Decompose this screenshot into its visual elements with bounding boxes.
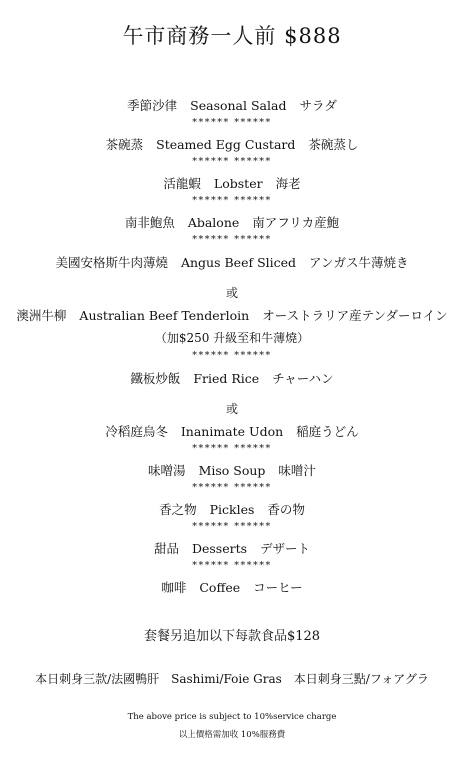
menu-item-lobster — [0, 174, 464, 192]
or-label: 或 — [225, 286, 238, 300]
menu-item-abalone — [0, 213, 464, 231]
item-name-ja: 海老 — [275, 176, 301, 191]
extra-heading: 套餐另追加以下每款食品$128 — [143, 629, 321, 644]
item-name-ja: コーヒー — [253, 580, 303, 595]
item-name-zh: 香之物 — [159, 502, 197, 517]
item-name-ja: アンガス牛薄焼き — [309, 255, 409, 270]
item-name-ja: 稲庭うどん — [296, 424, 359, 439]
separator: ****** ****** — [192, 443, 272, 454]
menu-item-pickles — [0, 500, 464, 518]
upgrade-note: （加$250 升級至和牛薄燒） — [154, 331, 310, 345]
extra-item — [0, 670, 464, 687]
item-name-en: Abalone — [187, 215, 240, 230]
item-name-en: Coffee — [199, 580, 241, 595]
item-name-en: Steamed Egg Custard — [156, 137, 296, 152]
item-name-en: Sashimi/Foie Gras — [171, 672, 282, 686]
item-name-zh: 咖啡 — [161, 580, 187, 595]
separator: ****** ****** — [192, 521, 272, 532]
item-name-zh: 味噌湯 — [148, 463, 186, 478]
item-name-zh: 本日刺身三款/法國鴨肝 — [35, 672, 160, 686]
separator: ****** ****** — [192, 234, 272, 245]
separator: ****** ****** — [192, 117, 272, 128]
footer-note-zh: 以上價格需加收 10%服務費 — [178, 730, 286, 740]
separator: ****** ****** — [192, 156, 272, 167]
menu-item-beef-tenderloin — [0, 306, 464, 324]
item-name-zh: 甜品 — [153, 541, 179, 556]
item-name-zh: 澳洲牛柳 — [16, 308, 67, 323]
menu-item-fried-rice — [0, 369, 464, 387]
menu-item-steamed-egg-custard — [0, 135, 464, 153]
item-name-ja: 南アフリカ産鮑 — [252, 215, 340, 230]
item-name-en: Desserts — [191, 541, 248, 556]
item-name-ja: 香の物 — [267, 502, 305, 517]
menu-item-miso-soup — [0, 461, 464, 479]
separator: ****** ****** — [192, 195, 272, 206]
separator: ****** ****** — [192, 482, 272, 493]
menu-title: 午市商務一人前 $888 — [122, 24, 342, 48]
menu-item-desserts — [0, 539, 464, 557]
menu-item-udon — [0, 422, 464, 440]
footer-note-en: The above price is subject to 10%service charge — [127, 712, 337, 722]
item-name-zh: 冷稻庭烏冬 — [105, 424, 168, 439]
item-name-zh: 鐵板炒飯 — [130, 371, 181, 386]
item-name-zh: 南非鮑魚 — [124, 215, 175, 230]
item-name-zh: 茶碗蒸 — [105, 137, 144, 152]
item-name-zh: 季節沙律 — [127, 98, 178, 113]
item-name-en: Miso Soup — [198, 463, 266, 478]
item-name-ja: チャーハン — [272, 371, 334, 386]
menu-item-angus-beef — [0, 253, 464, 271]
item-name-en: Lobster — [213, 176, 263, 191]
item-name-ja: デザート — [260, 541, 311, 556]
item-name-ja: 味噌汁 — [278, 463, 316, 478]
or-label: 或 — [225, 402, 238, 416]
item-name-ja: 茶碗蒸し — [308, 137, 359, 152]
item-name-zh: 活龍蝦 — [163, 176, 201, 191]
item-name-en: Pickles — [209, 502, 255, 517]
item-name-ja: 本日刺身三點/フォアグラ — [293, 672, 429, 686]
item-name-ja: オーストラリア産テンダーロイン — [262, 308, 448, 323]
item-name-en: Australian Beef Tenderloin — [79, 308, 250, 323]
separator: ****** ****** — [192, 560, 272, 571]
item-name-en: Seasonal Salad — [190, 98, 287, 113]
item-name-en: Angus Beef Sliced — [180, 255, 297, 270]
separator: ****** ****** — [192, 350, 272, 361]
item-name-en: Fried Rice — [193, 371, 260, 386]
menu-item-coffee — [0, 578, 464, 596]
item-name-ja: サラダ — [299, 98, 337, 113]
menu-item-seasonal-salad — [0, 96, 464, 114]
item-name-en: Inanimate Udon — [180, 424, 284, 439]
item-name-zh: 美國安格斯牛肉薄燒 — [55, 255, 168, 270]
